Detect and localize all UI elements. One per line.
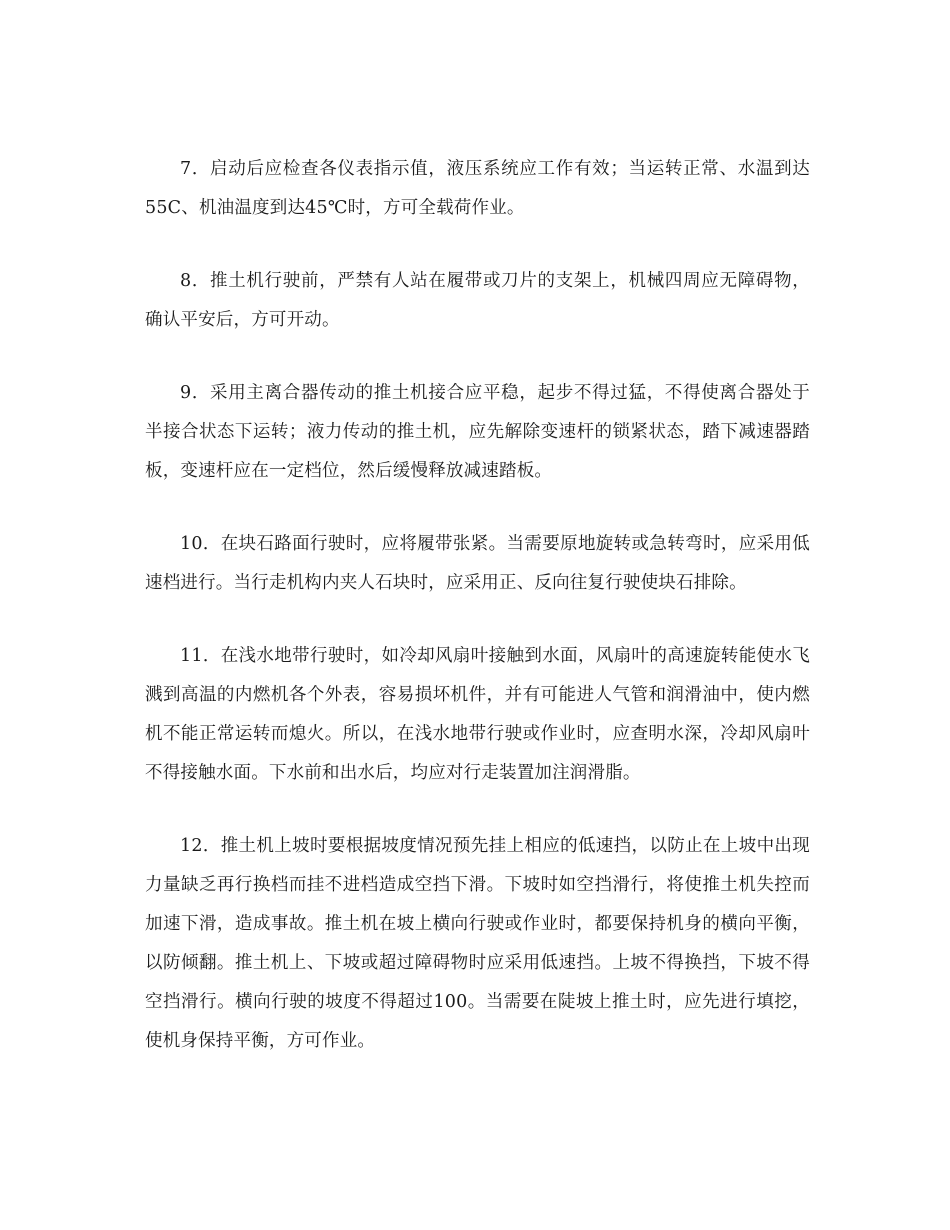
- paragraph-item-10: 10．在块石路面行驶时，应将履带张紧。当需要原地旋转或急转弯时，应采用低速档进行。当行走机构内夹人石块时，应采用正、反向往复行驶使块石排除。: [145, 534, 810, 593]
- paragraph-item-12: 12．推土机上坡时要根据坡度情况预先挂上相应的低速挡，以防止在上坡中出现力量缺乏再行换档而挂不进档造成空挡下滑。下坡时如空挡滑行，将使推土机失控而加速下滑，造成事故。推土机在坡上横向行驶或作业时，都要保持机身的横向平衡，以防倾翻。推土机上、下坡或超过障碍物时应采用低速挡。上坡不得换挡，下坡不得空挡滑行。横向行驶的坡度不得超过100。当需要在陡坡上推土时，应先进行填挖，使机身保持平衡，方可作业。: [145, 836, 810, 1051]
- paragraph-item-11: 11．在浅水地带行驶时，如冷却风扇叶接触到水面，风扇叶的高速旋转能使水飞溅到高温的内燃机各个外表，容易损坏机件，并有可能进人气管和润滑油中，使内燃机不能正常运转而熄火。所以，在浅水地带行驶或作业时，应查明水深，冷却风扇叶不得接触水面。下水前和出水后，均应对行走装置加注润滑脂。: [145, 646, 810, 783]
- paragraph-item-7: 7．启动后应检查各仪表指示值，液压系统应工作有效；当运转正常、水温到达55C、机油温度到达45℃时，方可全载荷作业。: [145, 159, 810, 218]
- paragraph-item-9: 9．采用主离合器传动的推土机接合应平稳，起步不得过猛，不得使离合器处于半接合状态下运转；液力传动的推土机，应先解除变速杆的锁紧状态，踏下减速器踏板，变速杆应在一定档位，然后缓慢释放减速踏板。: [145, 383, 810, 481]
- document-body: [145, 150, 810, 1095]
- paragraph-item-8: 8．推土机行驶前，严禁有人站在履带或刀片的支架上，机械四周应无障碍物，确认平安后，方可开动。: [145, 271, 810, 330]
